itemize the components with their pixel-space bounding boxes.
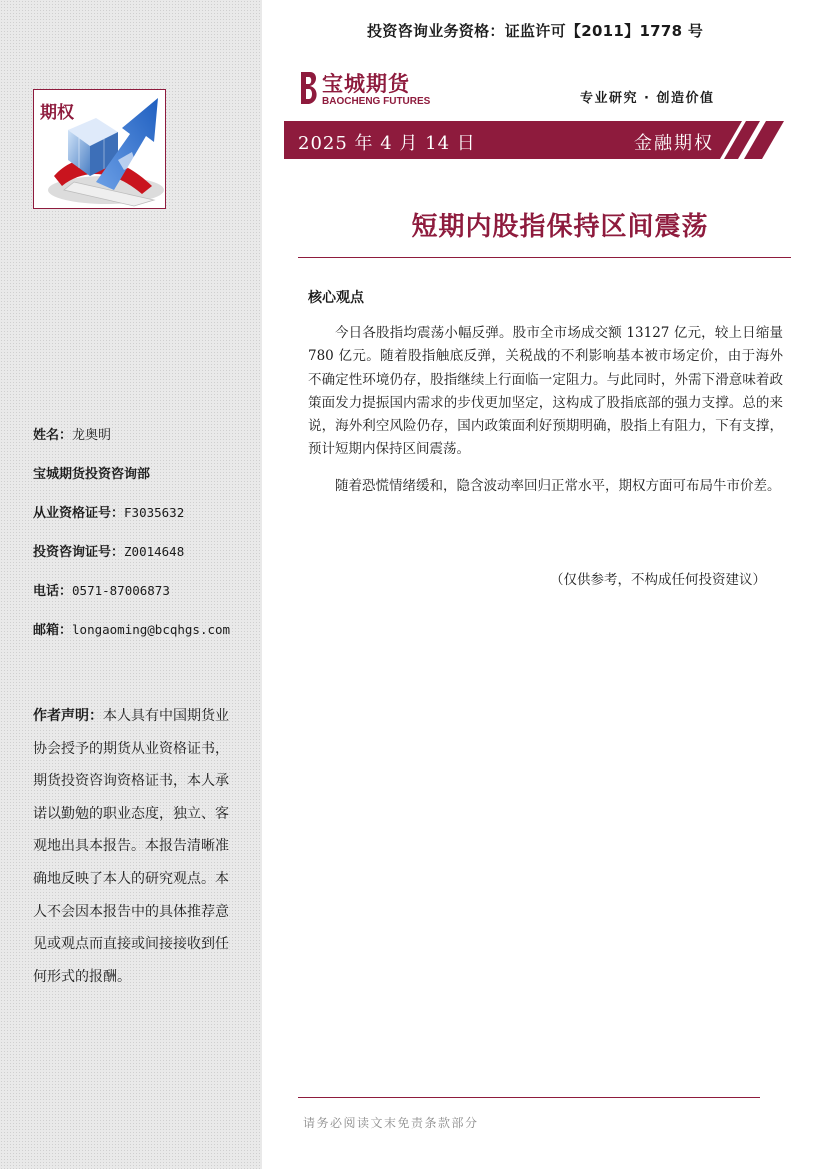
brand-logo: [298, 68, 448, 112]
report-title: 短期内股指保持区间震荡: [411, 212, 709, 242]
email-row: [33, 621, 253, 640]
brand-name-en: BAOCHENG FUTURES: [322, 96, 431, 107]
cover-label: 期权: [40, 103, 74, 123]
options-cover-image: [33, 89, 166, 209]
cert-number: F3035632: [124, 505, 185, 520]
author-department: [33, 466, 253, 484]
slogan: 专业研究 · 创造价值: [580, 91, 715, 106]
paragraph-1: 今日各股指均震荡小幅反弹。股市全市场成交额 13127 亿元，较上日缩量 780 亿元。随着股指触底反弹，关税战的不利影响基本被市场定价，由于海外不确定性环境仍存，股指继续上行面临一定阻力。与此同时，外需下滑意味着政策面发力提振国内需求的步伐更加坚定，这构成了股指底部的强力支撑。总的来说，海外利空风险仍存，国内政策面利好预期明确，股指上有阻力，下有支撑，预计短期内保持区间震荡。: [308, 325, 783, 458]
qualification-line: 投资咨询业务资格：证监许可【2011】1778 号: [367, 22, 704, 40]
report-category: 金融期权: [634, 133, 714, 154]
phone-row: [33, 582, 253, 601]
title-divider: [298, 257, 791, 258]
advisory-number: Z0014648: [124, 544, 185, 559]
statement-label: 作者声明：: [33, 708, 103, 724]
author-name: 龙奥明: [72, 428, 112, 443]
statement-text: 本人具有中国期货业协会授予的期货从业资格证书，期货投资咨询资格证书，本人承诺以勤勉的职业态度，独立、客观地出具本报告。本报告清晰准确地反映了本人的研究观点。本人不会因本报告中的具体推荐意见或观点而直接或间接接收到任何形式的报酬。: [33, 708, 229, 985]
advisory-label: 投资咨询证号：: [33, 545, 125, 560]
phone-number: 0571-87006873: [72, 583, 170, 598]
footer-text: 请务必阅读文末免责条款部分: [303, 1116, 479, 1130]
cert-label: 从业资格证号：: [33, 506, 125, 521]
author-name-label: 姓名：: [33, 428, 73, 443]
phone-label: 电话：: [33, 584, 73, 599]
date-banner: [284, 121, 784, 159]
email-label: 邮箱：: [33, 623, 73, 638]
footer-divider: [298, 1097, 760, 1098]
author-statement: [33, 700, 233, 993]
brand-mark-icon: [298, 70, 320, 106]
email-address: longaoming@bcqhgs.com: [72, 622, 231, 637]
department-name: 宝城期货投资咨询部: [33, 467, 151, 482]
author-name-row: [33, 427, 253, 445]
disclaimer-note: （仅供参考，不构成任何投资建议）: [550, 572, 766, 588]
brand-name: 宝城期货: [322, 71, 410, 96]
section-heading: 核心观点: [308, 290, 364, 306]
report-date: 2025 年 4 月 14 日: [298, 133, 476, 154]
paragraph-2: 随着恐慌情绪缓和，隐含波动率回归正常水平，期权方面可布局牛市价差。: [335, 478, 781, 494]
cert-row: [33, 504, 253, 523]
advisory-row: [33, 543, 253, 562]
